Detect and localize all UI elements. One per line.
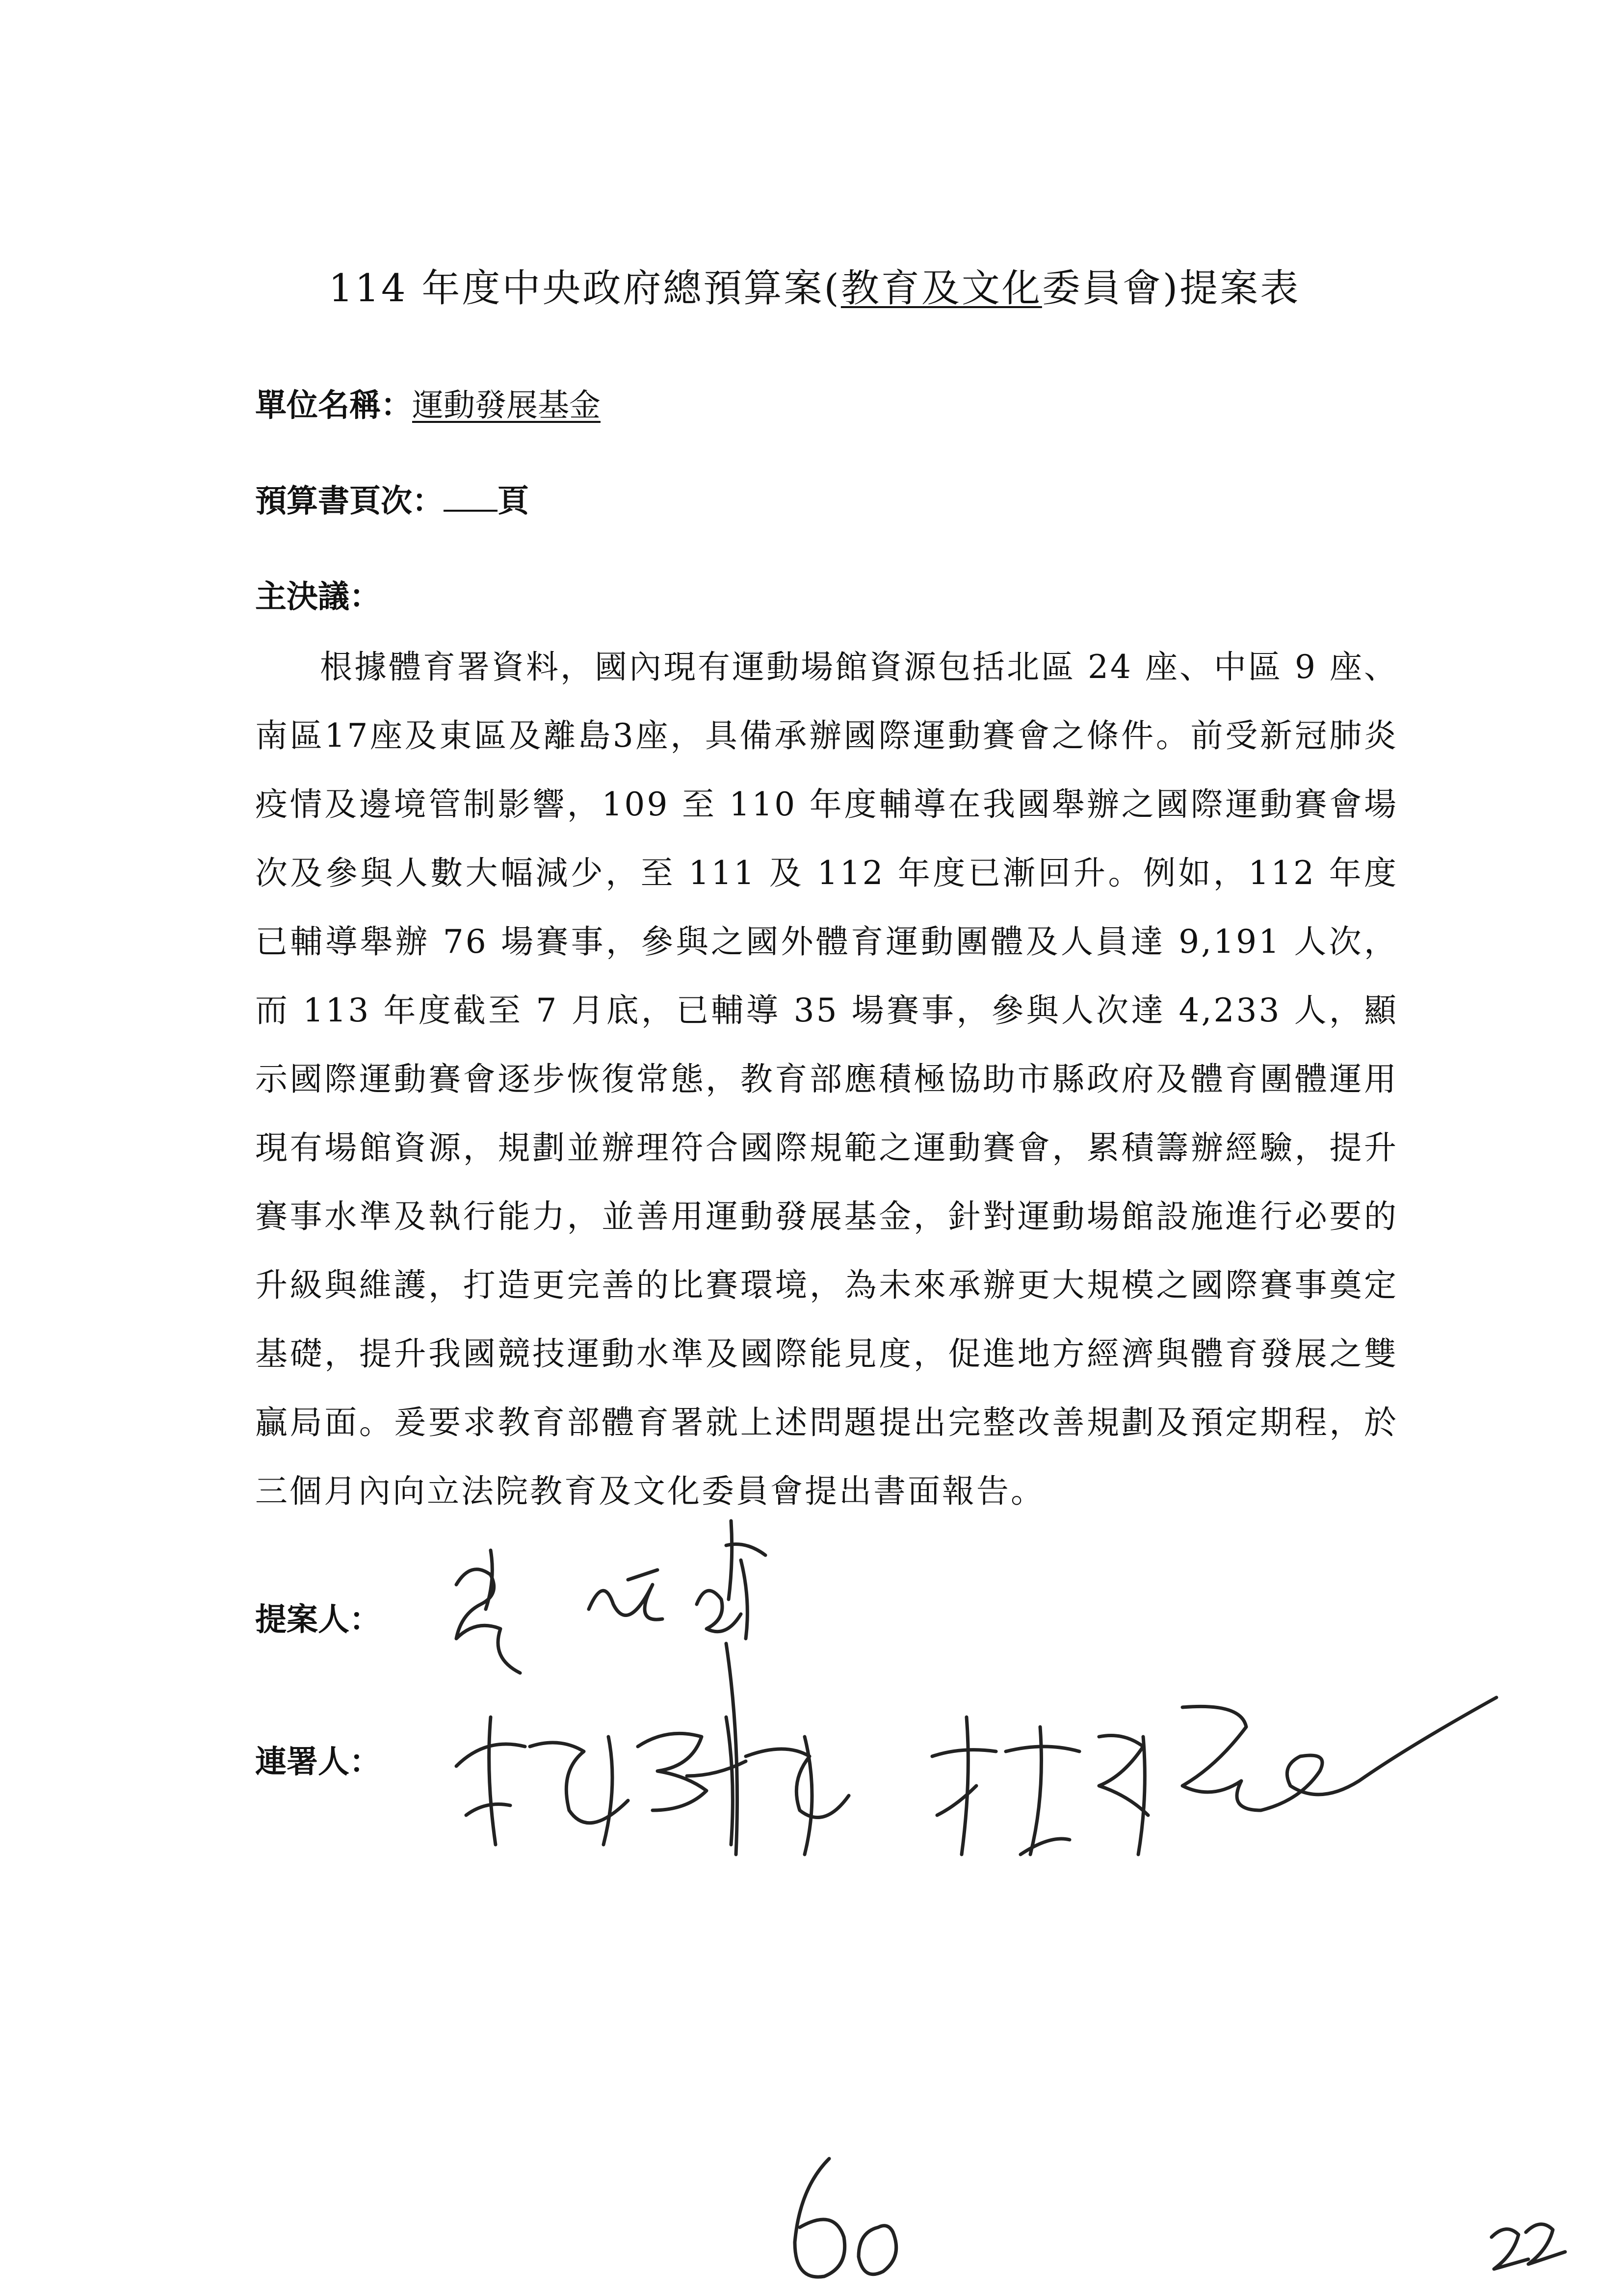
unit-name-value: 運動發展基金 <box>412 388 601 424</box>
cosigner-signature-2 <box>932 1697 1496 1854</box>
title-prefix: 114 年度中央政府總預算案( <box>328 266 841 311</box>
resolution-label: 主決議： <box>255 578 381 615</box>
budget-page-suffix: 頁 <box>498 483 529 520</box>
title-committee: 教育及文化 <box>840 266 1042 311</box>
proposer-signature <box>456 1544 765 1673</box>
title-suffix: 委員會)提案表 <box>1042 266 1301 311</box>
resolution-body: 根據體育署資料，國內現有運動場館資源包括北區 24 座、中區 9 座、南區17座及東區及離島3座，具備承辦國際運動賽會之條件。前受新冠肺炎疫情及邊境管制影響，109 至 110 年度輔導在我國舉辦之國際運動賽會場次及參與人數大幅減少，至 111 及 112 年度已漸回升。例如，112 年度已輔導舉辦 76 場賽事，參與之國外體育運動團體及人員達 9,191 人次，而 113 年度截至 7 月底，已輔導 35 場賽事，參與人次達 4,233 人，顯示國際運動賽會逐步恢復常態，教育部應積極協助市縣政府及體育團體運用現有場館資源，規劃並辦理符合國際規範之運動賽會，累積籌辦經驗，提升賽事水準及執行能力，並善用運動發展基金，針對運動場館設施進行必要的升級與維護，打造更完善的比賽環境，為未來承辦更大規模之國際賽事奠定基礎，提升我國競技運動水準及國際能見度，促進地方經濟與體育發展之雙贏局面。爰要求教育部體育署就上述問題提出完整改善規劃及預定期程，於三個月內向立法院教育及文化委員會提出書面報告。 <box>255 648 1398 1510</box>
cosigner-label: 連署人： <box>255 1744 381 1780</box>
unit-name-label: 單位名稱： <box>255 387 412 424</box>
proposer-label: 提案人： <box>255 1601 381 1638</box>
page-number-handwritten <box>795 2159 896 2277</box>
cosigner-signature-1 <box>456 1717 849 1854</box>
budget-page-label: 預算書頁次： <box>255 483 444 520</box>
corner-mark-handwritten <box>1492 2224 1565 2269</box>
